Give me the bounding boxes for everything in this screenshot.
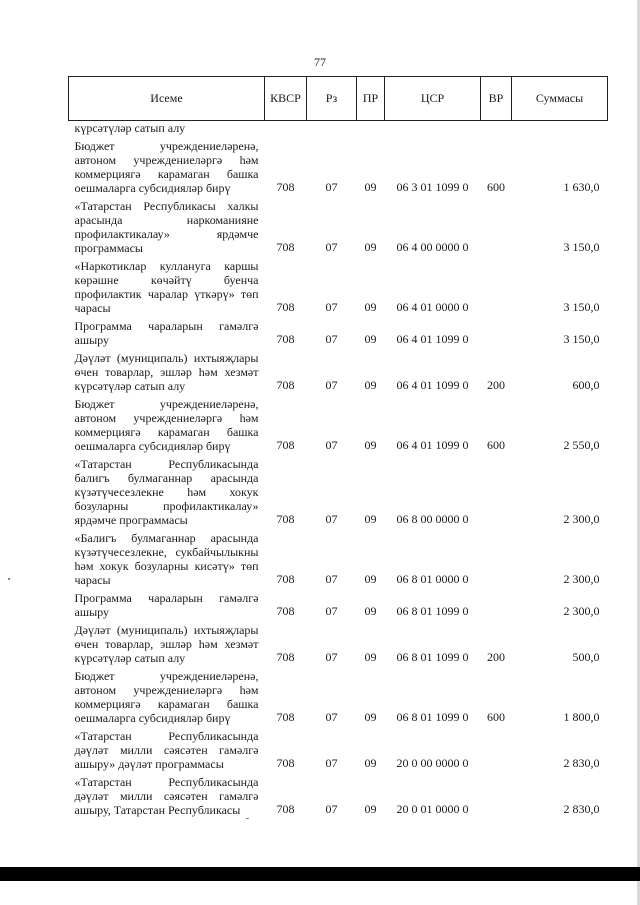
header-kvsr: КВСР: [265, 77, 307, 121]
row-rz: 07: [325, 332, 338, 346]
row-name: Бюджет учреждениеләренә, автоном учреждениеләргә һәм коммерциягә карамаган башка оешмаларга субсидияләр бирү: [74, 397, 259, 453]
row-vr: [481, 317, 512, 349]
row-sum: 1 630,0: [563, 180, 600, 194]
row-rz: 07: [325, 604, 338, 618]
row-vr: [481, 455, 512, 529]
row-vr: [481, 589, 512, 621]
row-rz: 07: [325, 300, 338, 314]
row-rz: 07: [325, 650, 338, 664]
row-sum: 2 550,0: [563, 438, 600, 452]
row-name: «Татарстан Республикасы халкы арасында наркоманияне профилактикалау» ярдәмче программасы: [74, 199, 259, 255]
row-kvsr: 708: [276, 572, 295, 586]
row-csr: 06 8 01 1099 0: [396, 650, 469, 664]
row-pr: 09: [364, 240, 377, 254]
row-rz: 07: [325, 378, 338, 392]
table-header: [69, 77, 608, 121]
row-rz: 07: [325, 710, 338, 724]
row-pr: 09: [364, 332, 377, 346]
row-kvsr: 708: [276, 240, 295, 254]
row-name: Дәүләт (муниципаль) ихтыяҗлары өчен товарлар, эшләр һәм хезмәт күрсәтүләр сатып алу: [74, 623, 259, 665]
header-rz: Рз: [307, 77, 357, 121]
scan-border-bar: [0, 867, 640, 881]
row-name: «Татарстан Республикасында балигъ булмаганнар арасында күзәтүчесезлекне һәм хокук бозуларны профилактикалау» ярдәмче программасы: [74, 457, 259, 527]
row-kvsr: 708: [276, 512, 295, 526]
row-sum: 2 300,0: [563, 512, 600, 526]
table-row: [69, 667, 608, 727]
row-name: Бюджет учреждениеләренә, автоном учреждениеләргә һәм коммерциягә карамаган башка оешмаларга субсидияләр бирү: [74, 139, 259, 195]
row-sum: 500,0: [572, 650, 600, 664]
row-vr: 600: [487, 180, 505, 194]
row-kvsr: 708: [276, 710, 295, 724]
row-csr: 06 3 01 1099 0: [396, 180, 469, 194]
header-sum: Суммасы: [512, 77, 608, 121]
row-rz: 07: [325, 240, 338, 254]
row-kvsr: 708: [276, 604, 295, 618]
table-row: [69, 197, 608, 257]
row-pr: 09: [364, 378, 377, 392]
row-kvsr: 708: [276, 300, 295, 314]
row-name: «Татарстан Республикасында дәүләт милли сәясәтен гамәлгә ашыру, Татарстан Республикасы: [74, 775, 259, 817]
table-row: [69, 455, 608, 529]
row-rz: 07: [325, 438, 338, 452]
row-name: Бюджет учреждениеләренә, автоном учреждениеләргә һәм коммерциягә карамаган башка оешмаларга субсидияләр бирү: [74, 669, 259, 725]
row-name: күрсәтүләр сатып алу: [74, 121, 186, 135]
row-pr: 09: [364, 512, 377, 526]
row-sum: 2 300,0: [563, 572, 600, 586]
row-kvsr: 708: [276, 802, 295, 816]
row-sum: 600,0: [572, 378, 600, 392]
row-csr: 06 8 01 0000 0: [396, 572, 469, 586]
table-row: [69, 727, 608, 773]
page-number: 77: [314, 55, 326, 69]
row-name: «Татарстан Республикасында дәүләт милли сәясәтен гамәлгә ашыру» дәүләт программасы: [74, 729, 259, 771]
row-kvsr: 708: [276, 378, 295, 392]
table-row: [69, 137, 608, 197]
row-vr: [481, 727, 512, 773]
row-rz: 07: [325, 802, 338, 816]
row-pr: 09: [364, 604, 377, 618]
row-csr: 06 8 01 1099 0: [396, 604, 469, 618]
row-kvsr: 708: [276, 332, 295, 346]
row-csr: 06 4 01 1099 0: [396, 332, 469, 346]
row-sum: 2 830,0: [563, 802, 600, 816]
table-row: [69, 621, 608, 667]
row-sum: 3 150,0: [563, 240, 600, 254]
row-pr: 09: [364, 180, 377, 194]
row-rz: 07: [325, 756, 338, 770]
row-kvsr: 708: [276, 438, 295, 452]
row-vr: [481, 257, 512, 317]
row-name: Дәүләт (муниципаль) ихтыяҗлары өчен товарлар, эшләр һәм хезмәт күрсәтүләр сатып алу: [74, 351, 259, 393]
scan-speck: [8, 578, 10, 580]
table-row: [69, 257, 608, 317]
table-row: [69, 773, 608, 819]
row-pr: [357, 121, 385, 138]
header-vr: ВР: [481, 77, 512, 121]
header-name: Исеме: [69, 77, 265, 121]
table-row: [69, 395, 608, 455]
row-vr: [481, 773, 512, 819]
row-sum: 3 150,0: [563, 300, 600, 314]
row-vr: [481, 197, 512, 257]
row-name: «Балигъ булмаганнар арасында күзәтүчесезлекне, сукбайчылыкны һәм хокук бозуларны кисәтү» төп чарасы: [74, 531, 259, 587]
row-csr: [385, 121, 481, 138]
table-row: [69, 121, 608, 138]
row-vr: [481, 121, 512, 138]
row-csr: 20 0 01 0000 0: [396, 802, 469, 816]
row-sum: 1 800,0: [563, 710, 600, 724]
row-vr: 200: [487, 378, 505, 392]
row-vr: 600: [487, 710, 505, 724]
row-rz: 07: [325, 572, 338, 586]
scan-speck: [246, 818, 249, 819]
row-sum: 2 300,0: [563, 604, 600, 618]
table-row: [69, 589, 608, 621]
row-rz: [307, 121, 357, 138]
table-body: [69, 121, 608, 820]
table-row: [69, 317, 608, 349]
row-sum: 3 150,0: [563, 332, 600, 346]
row-vr: 600: [487, 438, 505, 452]
budget-table: [68, 76, 608, 819]
row-vr: 200: [487, 650, 505, 664]
row-pr: 09: [364, 802, 377, 816]
row-csr: 06 4 01 1099 0: [396, 438, 469, 452]
row-sum: [512, 121, 608, 138]
row-rz: 07: [325, 512, 338, 526]
row-pr: 09: [364, 710, 377, 724]
row-csr: 06 4 00 0000 0: [396, 240, 469, 254]
table-row: [69, 529, 608, 589]
row-csr: 06 4 01 0000 0: [396, 300, 469, 314]
row-csr: 06 8 00 0000 0: [396, 512, 469, 526]
row-pr: 09: [364, 572, 377, 586]
row-name: «Наркотиклар куллануга каршы көрәшне көчәйтү буенча профилактик чаралар үткәрү» төп чарасы: [74, 259, 259, 315]
row-pr: 09: [364, 756, 377, 770]
row-kvsr: [265, 121, 307, 138]
row-pr: 09: [364, 438, 377, 452]
row-kvsr: 708: [276, 756, 295, 770]
row-csr: 06 8 01 1099 0: [396, 710, 469, 724]
row-kvsr: 708: [276, 650, 295, 664]
row-vr: [481, 529, 512, 589]
row-sum: 2 830,0: [563, 756, 600, 770]
row-pr: 09: [364, 300, 377, 314]
table-row: [69, 349, 608, 395]
header-csr: ЦСР: [385, 77, 481, 121]
row-csr: 20 0 00 0000 0: [396, 756, 469, 770]
row-csr: 06 4 01 1099 0: [396, 378, 469, 392]
row-pr: 09: [364, 650, 377, 664]
row-rz: 07: [325, 180, 338, 194]
header-pr: ПР: [357, 77, 385, 121]
row-name: Программа чараларын гамәлгә ашыру: [74, 319, 259, 347]
row-name: Программа чараларын гамәлгә ашыру: [74, 591, 259, 619]
row-kvsr: 708: [276, 180, 295, 194]
